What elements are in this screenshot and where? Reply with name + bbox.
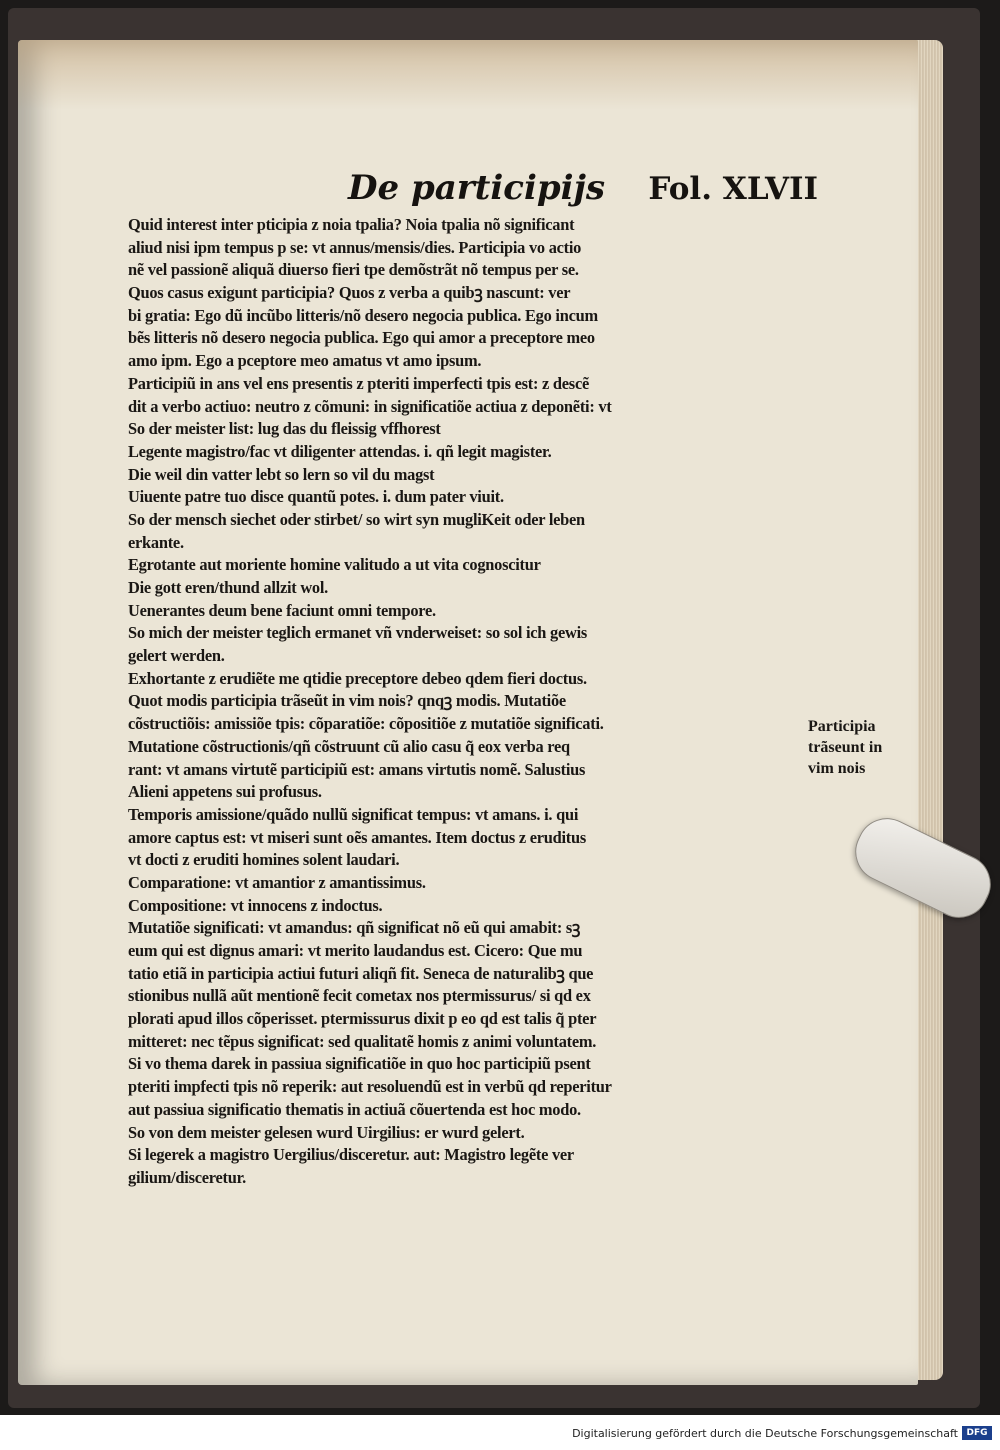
text-line: aut passiua significatio thematis in actiuã cõuertenda est hoc modo. (128, 1099, 581, 1119)
water-stain (18, 40, 918, 110)
text-line: pteriti impfecti tpis nõ reperik: aut resoluendũ est in verbũ qd reperitur (128, 1077, 612, 1097)
text-line: So von dem meister gelesen wurd Uirgilius: er wurd gelert. (128, 1122, 525, 1142)
text-line: dit a verbo actiuo: neutro z cõmuni: in significatiõe actiua z deponẽti: vt (128, 396, 612, 416)
text-line: Comparatione: vt amantior z amantissimus. (128, 872, 426, 892)
text-line: rant: vt amans virtutẽ participiũ est: amans virtutis nomẽ. Salustius (128, 759, 586, 779)
text-line: Temporis amissione/quãdo nullũ significat tempus: vt amans. i. qui (128, 804, 579, 824)
text-line: So der meister list: lug das du fleissig vffhorest (128, 419, 441, 439)
text-line: gelert werden. (128, 646, 225, 666)
marginal-note (808, 716, 918, 779)
footer-bar (0, 1415, 1000, 1450)
text-line: tatio etiã in participia actiui futuri aliqñ fit. Seneca de naturalibꝫ que (128, 963, 594, 983)
marginal-note-line: trãseunt in (808, 739, 883, 756)
book-page (18, 40, 918, 1385)
text-line: eum qui est dignus amari: vt merito laudandus est. Cicero: Que mu (128, 941, 583, 960)
text-line: Uiuente patre tuo disce quantũ potes. i. dum pater viuit. (128, 487, 504, 507)
text-line: Participiũ in ans vel ens presentis z pteriti imperfecti tpis est: z descẽ (128, 373, 589, 393)
body-text (128, 214, 808, 1190)
text-line: amore captus est: vt miseri sunt oẽs amantes. Item doctus z eruditus (128, 827, 586, 847)
text-line: bi gratia: Ego dũ incũbo litteris/nõ desero negocia publica. Ego incum (128, 305, 598, 325)
folio-number: Fol. XLVII (648, 171, 818, 207)
text-line: Compositione: vt innocens z indoctus. (128, 895, 383, 915)
text-line: erkante. (128, 532, 184, 552)
text-line: Alieni appetens sui profusus. (128, 782, 322, 802)
text-line: nẽ vel passionẽ aliquã diuerso fieri tpe demõstrãt nõ tempus per se. (128, 260, 579, 280)
text-line: Die weil din vatter lebt so lern so vil du magst (128, 464, 435, 484)
text-line: gilium/disceretur. (128, 1167, 246, 1187)
funding-credit: Digitalisierung gefördert durch die Deutsche Forschungsgemeinschaft (572, 1427, 958, 1440)
text-line: aliud nisi ipm tempus p se: vt annus/mensis/dies. Participia vo actio (128, 237, 582, 257)
text-line: bẽs litteris nõ desero negocia publica. Ego qui amor a preceptore meo (128, 328, 595, 348)
running-head-title: De participijs (348, 168, 606, 208)
text-line: Die gott eren/thund allzit wol. (128, 578, 329, 597)
text-line: Legente magistro/fac vt diligenter attendas. i. qñ legit magister. (128, 441, 552, 461)
text-line: Quot modis participia trãseũt in vim nois? qnqꝫ modis. Mutatiõe (128, 691, 566, 711)
running-head (348, 168, 818, 208)
text-line: Quos casus exigunt participia? Quos z verba a quibꝫ nascunt: ver (128, 283, 571, 303)
text-line: Uenerantes deum bene faciunt omni tempore. (128, 600, 436, 620)
marginal-note-line: vim nois (808, 760, 866, 777)
text-line: mitteret: nec tẽpus significat: sed qualitatẽ homis z animi voluntatem. (128, 1031, 597, 1051)
text-line: Si legerek a magistro Uergilius/disceretur. aut: Magistro legẽte ver (128, 1145, 574, 1165)
dfg-logo-icon: DFG (962, 1426, 992, 1440)
text-line: stionibus nullã aũt mentionẽ fecit cometax nos ptermissurus/ si qd ex (128, 986, 591, 1006)
text-line: vt docti z eruditi homines solent laudari. (128, 850, 400, 870)
marginal-note-line: Participia (808, 718, 876, 735)
text-line: Quid interest inter pticipia z noia tpalia? Noia tpalia nõ significant (128, 215, 575, 234)
text-line: Mutatione cõstructionis/qñ cõstruunt cũ alio casu q̃ eox verba req (128, 736, 570, 756)
text-line: So mich der meister teglich ermanet vñ vnderweiset: so sol ich gewis (128, 623, 588, 643)
text-line: Egrotante aut moriente homine valitudo a ut vita cognoscitur (128, 555, 541, 575)
text-line: plorati apud illos cõperisset. ptermissurus dixit p eo qd est talis q̃ pter (128, 1009, 597, 1029)
text-line: amo ipm. Ego a pceptore meo amatus vt amo ipsum. (128, 351, 482, 371)
text-line: So der mensch siechet oder stirbet/ so wirt syn mugliKeit oder leben (128, 509, 585, 529)
text-line: Si vo thema darek in passiua significatiõe in quo hoc participiũ psent (128, 1054, 591, 1074)
text-line: Exhortante z erudiẽte me qtidie preceptore debeo qdem fieri doctus. (128, 668, 587, 688)
text-line: Mutatiõe significati: vt amandus: qñ significat nõ eũ qui amabit: sꝫ (128, 918, 581, 938)
text-line: cõstructiõis: amissiõe tpis: cõparatiõe: cõpositiõe z mutatiõe significati. (128, 714, 604, 734)
